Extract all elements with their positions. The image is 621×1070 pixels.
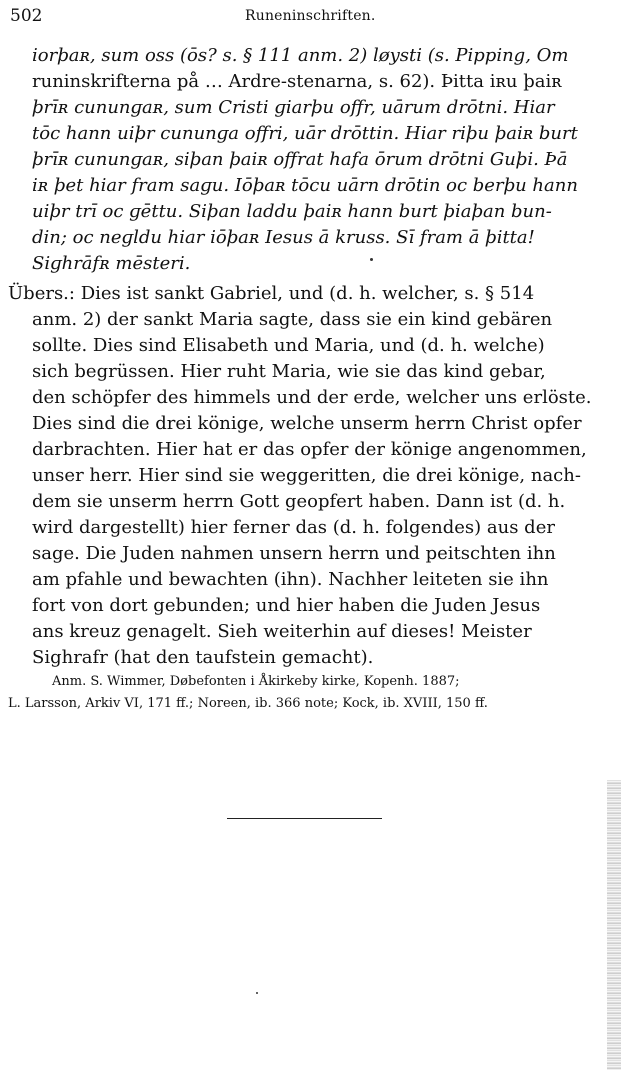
translation-line: darbrachten. Hier hat er das opfer der könige angenommen, <box>32 439 587 460</box>
page-edge-shadow <box>607 780 621 1070</box>
runic-line: din; oc neɡldu hiar iōþaʀ Iesus ā kruss. Sī fram ā þitta! <box>32 227 535 248</box>
runic-line: uiþr trī oc ɡēttu. Siþan laddu þaiʀ hann burt þiaþan bun- <box>32 201 552 222</box>
section-divider <box>227 818 382 819</box>
runic-line: Siɡhrāfʀ mēsteri. <box>32 253 191 274</box>
running-title: Runeninschriften. <box>245 8 376 24</box>
translation-line: fort von dort gebunden; und hier haben die Juden Jesus <box>32 595 541 616</box>
translation-line: Sighrafr (hat den taufstein gemacht). <box>32 647 374 668</box>
note-line: Anm. S. Wimmer, Døbefonten i Åkirkeby kirke, Kopenh. 1887; <box>52 674 460 689</box>
runic-line: þrīʀ cununɡaʀ, sum Cristi ɡiarþu offr, uārum drōtni. Hiar <box>32 97 555 118</box>
translation-line: anm. 2) der sankt Maria sagte, dass sie ein kind gebären <box>32 309 553 330</box>
translation-line: am pfahle und bewachten (ihn). Nachher leiteten sie ihn <box>32 569 549 590</box>
page-number: 502 <box>10 6 43 26</box>
translation-line: sich begrüssen. Hier ruht Maria, wie sie das kind gebar, <box>32 361 546 382</box>
translation-line: unser herr. Hier sind sie weggeritten, die drei könige, nach- <box>32 465 581 486</box>
runic-line: runinskrifterna på … Ardre-stenarna, s. 62). Þitta iʀu þaiʀ <box>32 71 562 92</box>
print-speck <box>370 258 373 261</box>
runic-line: iʀ þet hiar fram saɡu. Iōþaʀ tōcu uārn drōtin oc berþu hann <box>32 175 578 196</box>
note-line: L. Larsson, Arkiv VI, 171 ff.; Noreen, ib. 366 note; Kock, ib. XVIII, 150 ff. <box>8 696 488 711</box>
translation-line: dem sie unserm herrn Gott geopfert haben. Dann ist (d. h. <box>32 491 566 512</box>
translation-line: den schöpfer des himmels und der erde, welcher uns erlöste. <box>32 387 592 408</box>
translation-line: sage. Die Juden nahmen unsern herrn und peitschten ihn <box>32 543 556 564</box>
print-speck <box>256 992 258 994</box>
translation-line: ans kreuz genagelt. Sieh weiterhin auf dieses! Meister <box>32 621 532 642</box>
translation-line: wird dargestellt) hier ferner das (d. h. folgendes) aus der <box>32 517 555 538</box>
translation-line: Übers.: Dies ist sankt Gabriel, und (d. h. welcher, s. § 514 <box>8 283 535 304</box>
runic-line: tōc hann uiþr cununɡa offri, uār drōttin. Hiar riþu þaiʀ burt <box>32 123 578 144</box>
page-header <box>0 4 621 30</box>
translation-line: sollte. Dies sind Elisabeth und Maria, und (d. h. welche) <box>32 335 545 356</box>
runic-line: iorþaʀ, sum oss (ōs? s. § 111 anm. 2) løysti (s. Pipping, Om <box>32 45 569 66</box>
translation-line: Dies sind die drei könige, welche unserm herrn Christ opfer <box>32 413 582 434</box>
runic-line: þrīʀ cununɡaʀ, siþan þaiʀ offrat hafa ōrum drōtni Guþi. Þā <box>32 149 568 170</box>
